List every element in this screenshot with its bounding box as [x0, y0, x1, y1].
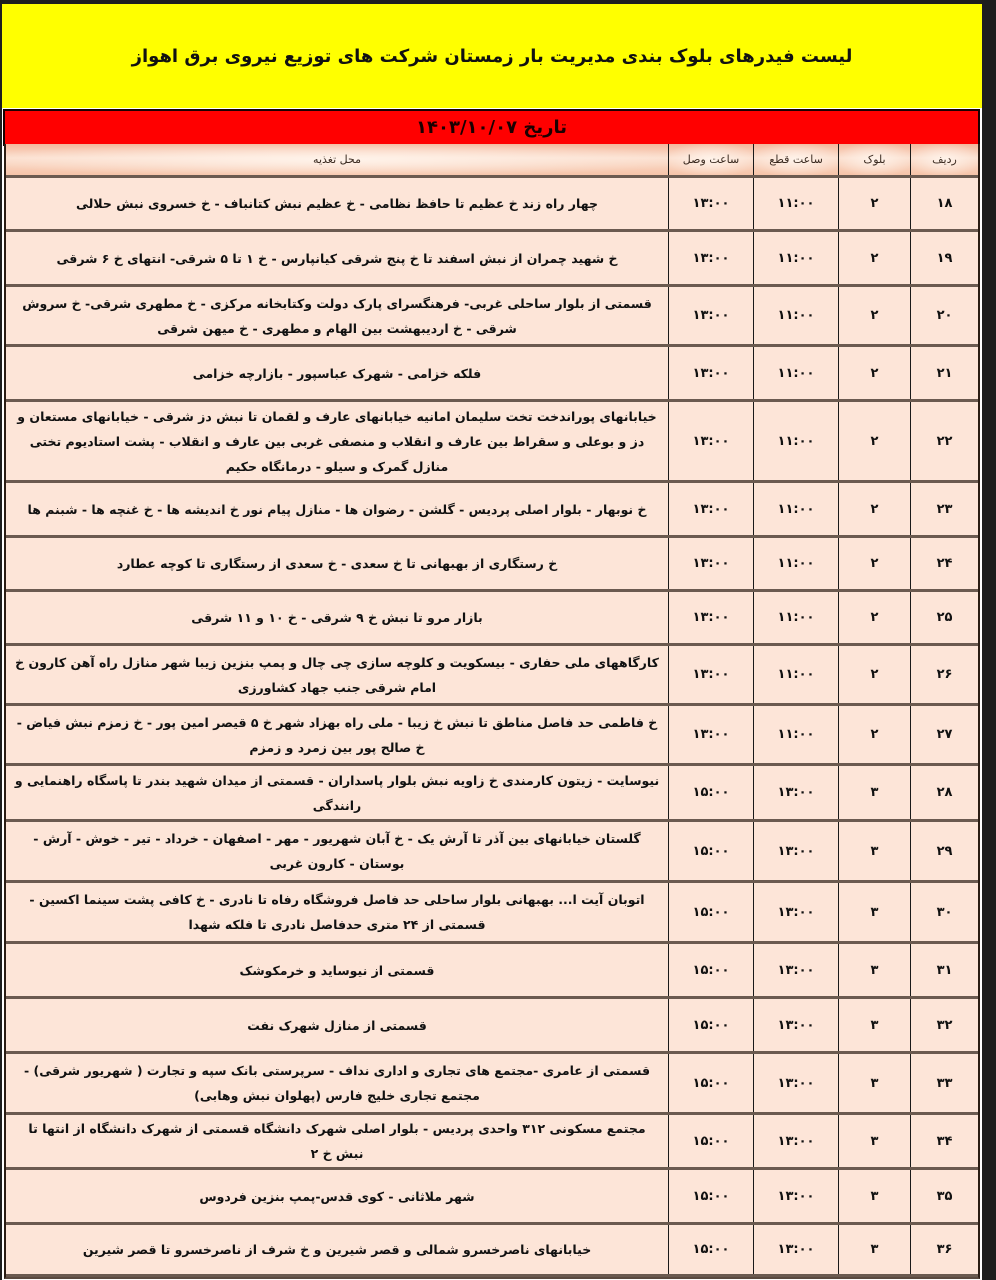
cell-block: ۳	[838, 1225, 910, 1274]
cell-cut-time: ۱۳:۰۰	[753, 766, 838, 819]
cell-location: خیابانهای پوراندخت تخت سلیمان امانیه خیابانهای عارف و لقمان تا نبش دز شرقی - خیابانهای مستعان و دز و بوعلی و سقراط بین عارف و انقلاب و منصفی غربی بین عارف و انقلاب - پشت استادیوم تختی منازل گمرک و سیلو - درمانگاه حکیم	[17, 408, 657, 474]
page-title: لیست فیدرهای بلوک بندی مدیریت بار زمستان شرکت های توزیع نیروی برق اهواز	[131, 45, 853, 67]
cell-row-number: ۳۱	[910, 944, 978, 996]
cell-cut-time: ۱۱:۰۰	[753, 402, 838, 480]
cell-reconnect-time: ۱۳:۰۰	[668, 347, 753, 399]
cell-cut-time: ۱۳:۰۰	[753, 1225, 838, 1274]
cell-cut-time: ۱۱:۰۰	[753, 232, 838, 284]
date-banner	[3, 109, 980, 146]
document-sheet	[2, 4, 982, 1280]
cell-row-number: ۲۹	[910, 822, 978, 880]
table-row	[6, 766, 978, 822]
cell-reconnect-time: ۱۳:۰۰	[668, 538, 753, 589]
table-row	[6, 822, 978, 883]
cell-reconnect-time: ۱۵:۰۰	[668, 883, 753, 941]
table-row	[6, 944, 978, 999]
cell-row-number: ۲۳	[910, 483, 978, 535]
cell-row-number: ۲۸	[910, 766, 978, 819]
cell-block: ۲	[838, 347, 910, 399]
cell-block: ۲	[838, 483, 910, 535]
cell-reconnect-time: ۱۳:۰۰	[668, 706, 753, 763]
cell-location: قسمتی از نیوساید و خرمکوشک	[239, 962, 435, 978]
cell-block: ۲	[838, 706, 910, 763]
cell-reconnect-time: ۱۵:۰۰	[668, 944, 753, 996]
cell-reconnect-time: ۱۵:۰۰	[668, 999, 753, 1051]
cell-reconnect-time: ۱۳:۰۰	[668, 402, 753, 480]
cell-cut-time: ۱۱:۰۰	[753, 706, 838, 763]
cell-cut-time: ۱۳:۰۰	[753, 999, 838, 1051]
table-body	[6, 178, 978, 1277]
date-label: تاریخ ۱۴۰۳/۱۰/۰۷	[416, 117, 567, 138]
cell-reconnect-time: ۱۵:۰۰	[668, 1115, 753, 1167]
cell-row-number: ۲۵	[910, 592, 978, 643]
cell-location: خیابانهای ناصرخسرو شمالی و قصر شیرین و خ شرف از ناصرخسرو تا قصر شیرین	[82, 1242, 592, 1257]
cell-row-number: ۲۶	[910, 646, 978, 703]
header-row-number: ردیف	[910, 144, 978, 175]
table-row	[6, 1115, 978, 1170]
cell-location: چهار راه زند خ عظیم تا حافظ نظامی - خ عظیم نبش کتانباف - خ خسروی نبش حلالی	[76, 196, 598, 211]
cell-reconnect-time: ۱۵:۰۰	[668, 822, 753, 880]
feeder-table	[4, 144, 980, 1279]
cell-reconnect-time: ۱۳:۰۰	[668, 592, 753, 643]
table-row	[6, 706, 978, 766]
table-row	[6, 1054, 978, 1115]
header-location: محل تغذیه	[6, 144, 668, 175]
cell-cut-time: ۱۳:۰۰	[753, 944, 838, 996]
table-row	[6, 592, 978, 646]
cell-block: ۳	[838, 1115, 910, 1167]
cell-reconnect-time: ۱۳:۰۰	[668, 287, 753, 344]
table-row	[6, 538, 978, 592]
cell-location: مجتمع مسکونی ۳۱۲ واحدی پردیس - بلوار اصلی شهرک دانشگاه قسمتی از شهرک دانشگاه از انتها تا نبش خ ۲	[28, 1121, 646, 1161]
cell-cut-time: ۱۳:۰۰	[753, 883, 838, 941]
cell-cut-time: ۱۱:۰۰	[753, 178, 838, 229]
cell-row-number: ۳۴	[910, 1115, 978, 1167]
cell-block: ۳	[838, 999, 910, 1051]
cell-row-number: ۳۵	[910, 1170, 978, 1222]
cell-row-number: ۱۸	[910, 178, 978, 229]
cell-location: شهر ملاثانی - کوی قدس-پمپ بنزین فردوس	[199, 1188, 475, 1204]
cell-location: اتوبان آیت ا... بهبهانی بلوار ساحلی حد فاصل فروشگاه رفاه تا نادری - خ کافی پشت سینما اکسین - قسمتی از ۲۴ متری حدفاصل نادری تا فلکه شهدا	[29, 892, 645, 932]
title-banner	[2, 4, 982, 108]
cell-row-number: ۲۲	[910, 402, 978, 480]
cell-block: ۲	[838, 287, 910, 344]
cell-cut-time: ۱۳:۰۰	[753, 822, 838, 880]
cell-location: فلکه خزامی - شهرک عباسپور - بازارچه خزامی	[192, 365, 482, 381]
cell-reconnect-time: ۱۵:۰۰	[668, 1225, 753, 1274]
cell-block: ۳	[838, 1054, 910, 1112]
cell-reconnect-time: ۱۵:۰۰	[668, 766, 753, 819]
cell-location: قسمتی از منازل شهرک نفت	[247, 1017, 427, 1033]
cell-block: ۳	[838, 883, 910, 941]
cell-reconnect-time: ۱۳:۰۰	[668, 646, 753, 703]
cell-row-number: ۳۶	[910, 1225, 978, 1274]
cell-row-number: ۲۱	[910, 347, 978, 399]
cell-location: کارگاههای ملی حفاری - بیسکویت و کلوچه سازی چی چال و پمپ بنزین زیبا شهر منازل راه آهن کارون خ امام شرقی جنب جهاد کشاورزی	[15, 654, 659, 695]
cell-location: خ فاطمی حد فاصل مناطق تا نبش خ زیبا - ملی راه بهزاد شهر خ ۵ قیصر امین پور - خ زمزم نبش فیاض - خ صالح پور بین زمرد و زمزم	[16, 714, 658, 755]
cell-reconnect-time: ۱۵:۰۰	[668, 1054, 753, 1112]
cell-cut-time: ۱۳:۰۰	[753, 1115, 838, 1167]
cell-row-number: ۳۲	[910, 999, 978, 1051]
cell-row-number: ۳۰	[910, 883, 978, 941]
cell-reconnect-time: ۱۳:۰۰	[668, 483, 753, 535]
table-row	[6, 883, 978, 944]
cell-location: خ نوبهار - بلوار اصلی پردیس - گلشن - رضوان ها - منازل پیام نور خ اندیشه ها - خ غنچه ها - شبنم ها	[27, 501, 647, 517]
cell-location: خ شهید چمران از نبش اسفند تا خ پنج شرقی کیانپارس - خ ۱ تا ۵ شرقی- انتهای خ ۶ شرقی	[56, 250, 618, 266]
header-reconnect-time: ساعت وصل	[668, 144, 753, 175]
table-row	[6, 1170, 978, 1225]
cell-cut-time: ۱۱:۰۰	[753, 347, 838, 399]
table-header-row	[6, 144, 978, 178]
cell-cut-time: ۱۳:۰۰	[753, 1170, 838, 1222]
cell-block: ۳	[838, 766, 910, 819]
cell-location: گلستان خیابانهای بین آذر تا آرش یک - خ آبان شهریور - مهر - اصفهان - خرداد - تیر - خوش - آرش - بوستان - کارون غربی	[33, 831, 641, 871]
cell-block: ۲	[838, 538, 910, 589]
cell-location: خ رستگاری از بهبهانی تا خ سعدی - خ سعدی از رستگاری تا کوچه عطارد	[116, 556, 558, 571]
cell-location: بازار مرو تا نبش خ ۹ شرقی - خ ۱۰ و ۱۱ شرقی	[191, 610, 483, 625]
header-block: بلوک	[838, 144, 910, 175]
cell-reconnect-time: ۱۵:۰۰	[668, 1170, 753, 1222]
cell-row-number: ۲۷	[910, 706, 978, 763]
cell-cut-time: ۱۱:۰۰	[753, 592, 838, 643]
table-row	[6, 483, 978, 538]
cell-block: ۲	[838, 402, 910, 480]
table-row	[6, 999, 978, 1054]
cell-cut-time: ۱۳:۰۰	[753, 1054, 838, 1112]
cell-location: قسمتی از بلوار ساحلی غربی- فرهنگسرای پارک دولت وکتابخانه مرکزی - خ مطهری شرقی- خ سروش شرقی - خ اردیبهشت بین الهام و مطهری - خ میهن شرقی	[22, 295, 652, 336]
table-row	[6, 232, 978, 287]
table-row	[6, 402, 978, 483]
cell-block: ۲	[838, 592, 910, 643]
header-cut-time: ساعت قطع	[753, 144, 838, 175]
cell-block: ۳	[838, 1170, 910, 1222]
cell-block: ۲	[838, 232, 910, 284]
table-row	[6, 178, 978, 232]
cell-block: ۳	[838, 944, 910, 996]
cell-row-number: ۲۴	[910, 538, 978, 589]
cell-location: نیوسایت - زیتون کارمندی خ زاویه نبش بلوار پاسداران - قسمتی از میدان شهید بندر تا پاسگاه راهنمایی و رانندگی	[14, 772, 660, 813]
cell-block: ۳	[838, 822, 910, 880]
cell-row-number: ۲۰	[910, 287, 978, 344]
cell-cut-time: ۱۱:۰۰	[753, 538, 838, 589]
table-row	[6, 347, 978, 402]
cell-reconnect-time: ۱۳:۰۰	[668, 232, 753, 284]
table-row	[6, 287, 978, 347]
table-row	[6, 646, 978, 706]
cell-location: قسمتی از عامری -مجتمع های تجاری و اداری نداف - سرپرستی بانک سپه و تجارت ( شهریور شرقی) - مجتمع تجاری خلیج فارس (پهلوان نبش وهابی)	[23, 1063, 651, 1103]
cell-cut-time: ۱۱:۰۰	[753, 287, 838, 344]
cell-cut-time: ۱۱:۰۰	[753, 483, 838, 535]
cell-block: ۲	[838, 646, 910, 703]
cell-cut-time: ۱۱:۰۰	[753, 646, 838, 703]
cell-reconnect-time: ۱۳:۰۰	[668, 178, 753, 229]
cell-block: ۲	[838, 178, 910, 229]
cell-row-number: ۳۳	[910, 1054, 978, 1112]
table-row	[6, 1225, 978, 1277]
cell-row-number: ۱۹	[910, 232, 978, 284]
